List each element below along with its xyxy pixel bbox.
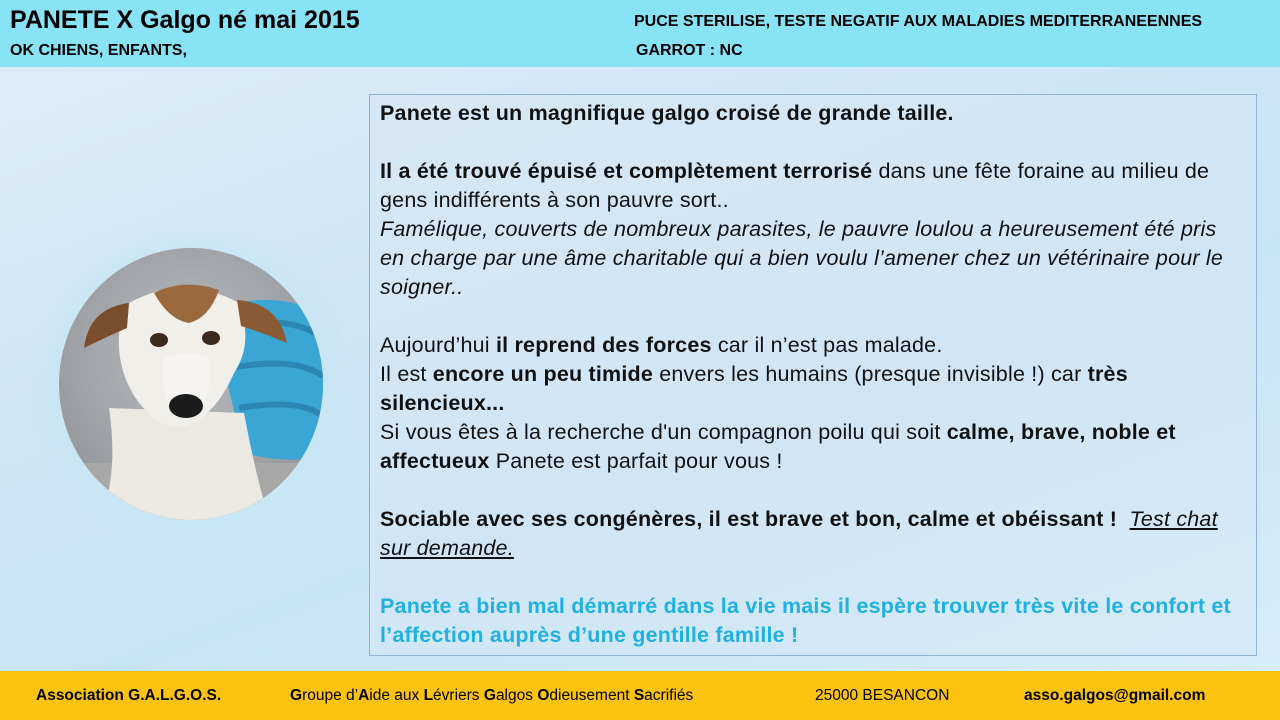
group-name-part: dieusement — [549, 687, 634, 704]
character-text-3: Il est — [380, 362, 433, 386]
footer-banner — [0, 671, 1280, 720]
group-name-part: S — [633, 687, 645, 704]
sociability-bold: Sociable avec ses congénères, il est brave et bon, calme et obéissant ! — [380, 507, 1118, 531]
association-city: 25000 BESANCON — [815, 687, 950, 704]
cat-test-note: Test chat sur demande. — [380, 507, 1218, 560]
dog-photo — [59, 248, 323, 520]
health-info: PUCE STERILISE, TESTE NEGATIF AUX MALADIES MEDITERRANEENNES — [634, 13, 1203, 30]
intro-paragraph: Panete est un magnifique galgo croisé de grande taille. — [380, 101, 954, 125]
group-name-part: algos — [495, 687, 538, 704]
association-name: Association G.A.L.G.O.S. — [36, 687, 222, 704]
character-text-1: Aujourd’hui — [380, 333, 496, 357]
group-name-part: roupe d’ — [302, 687, 359, 704]
group-name-part: A — [358, 687, 370, 704]
group-name-part: L — [423, 687, 434, 704]
description-box — [369, 94, 1257, 656]
sociability-paragraph — [380, 505, 1246, 563]
garrot-info: GARROT : NC — [636, 42, 743, 59]
character-bold-1: il reprend des forces — [495, 333, 712, 357]
story-paragraph — [380, 157, 1246, 302]
header-banner — [0, 0, 1280, 67]
dog-photo-illustration — [59, 248, 323, 520]
group-name-part: G — [483, 687, 496, 704]
story-bold: Il a été trouvé épuisé et complètement terrorisé — [380, 159, 873, 183]
character-bold-4: calme, brave, noble et affectueux — [380, 420, 1176, 473]
association-email: asso.galgos@gmail.com — [1024, 687, 1206, 704]
character-text-2: car il n’est pas malade. — [711, 333, 943, 357]
compatibility-info: OK CHIENS, ENFANTS, — [10, 42, 187, 59]
group-name-part: acrifiés — [644, 687, 694, 704]
story-italic: Famélique, couverts de nombreux parasites, le pauvre loulou a heureusement été pris en charge par une âme charitable qui a bien voulu l’amener chez un vétérinaire pour le soigner.. — [380, 217, 1224, 299]
group-name-part: ide aux — [369, 687, 424, 704]
page-title: PANETE X Galgo né mai 2015 — [10, 6, 360, 34]
character-text-5: Si vous êtes à la recherche d'un compagnon poilu qui soit — [380, 420, 947, 444]
character-bold-2: encore un peu timide — [432, 362, 654, 386]
character-paragraph — [380, 331, 1246, 476]
closing-paragraph: Panete a bien mal démarré dans la vie mais il espère trouver très vite le confort et l’affection auprès d’une gentille famille ! — [380, 594, 1231, 647]
character-bold-3: très silencieux... — [380, 362, 1128, 415]
group-name-part: O — [537, 687, 550, 704]
character-text-4: envers les humains (presque invisible !) car — [653, 362, 1088, 386]
group-name-part: G — [290, 687, 303, 704]
character-text-6: Panete est parfait pour vous ! — [489, 449, 783, 473]
story-text: dans une fête foraine au milieu de gens indifférents à son pauvre sort.. — [380, 159, 1210, 212]
association-full-name — [290, 687, 693, 705]
group-name-part: évriers — [433, 687, 484, 704]
